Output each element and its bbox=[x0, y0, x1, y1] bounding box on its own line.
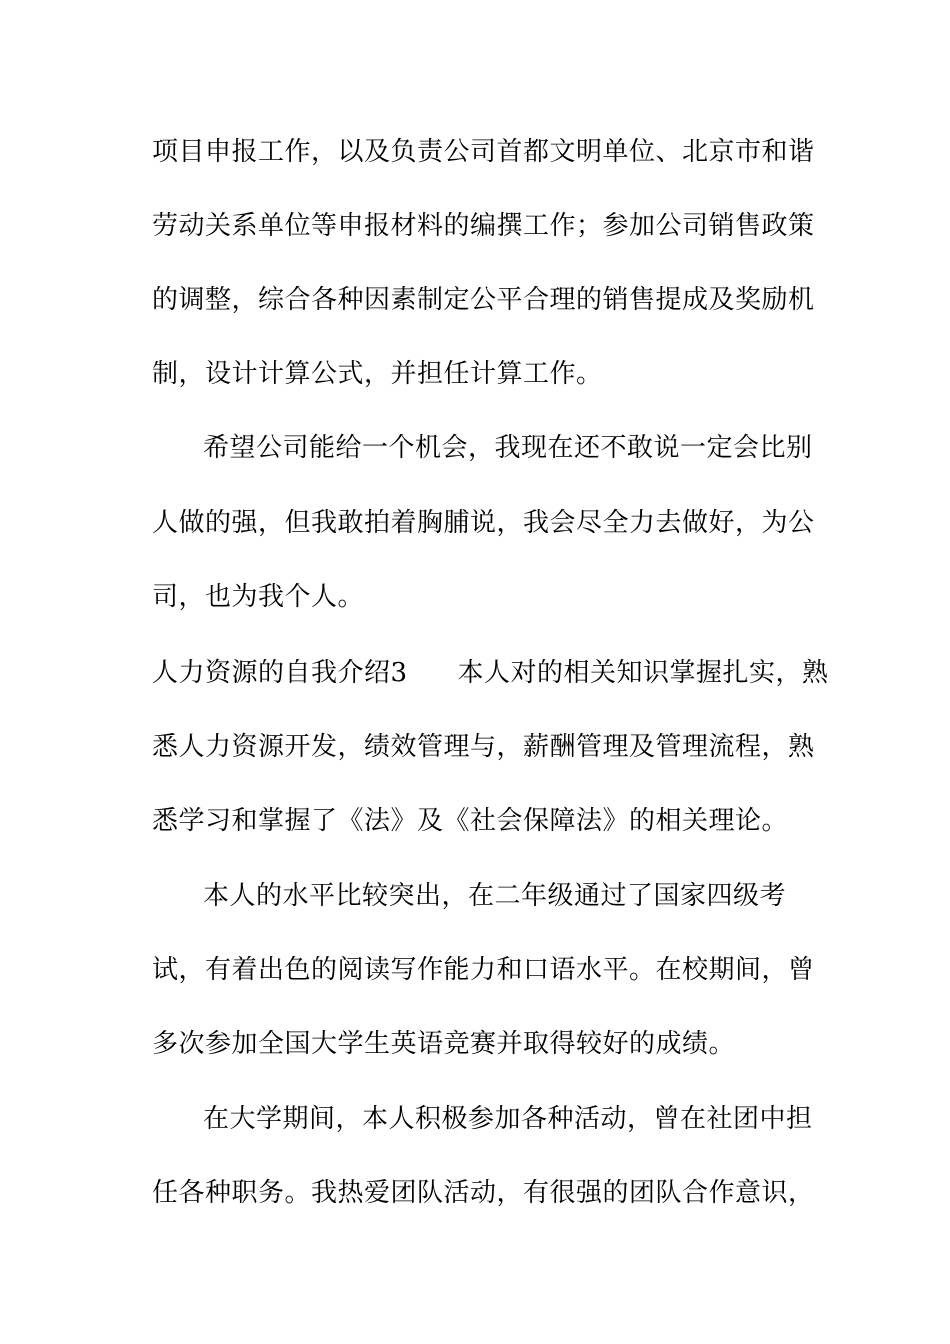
text-line: 悉人力资源开发，绩效管理与，薪酬管理及管理流程，熟 bbox=[152, 732, 815, 762]
text-line: 劳动关系单位等申报材料的编撰工作；参加公司销售政策 bbox=[152, 211, 815, 241]
text-line: 项目申报工作，以及负责公司首都文明单位、北京市和谐 bbox=[152, 137, 815, 167]
section-heading-line bbox=[152, 657, 829, 689]
text-line: 司，也为我个人。 bbox=[152, 582, 365, 612]
text-line: 制，设计计算公式，并担任计算工作。 bbox=[152, 359, 603, 389]
text-line: 本人的水平比较突出，在二年级通过了国家四级考 bbox=[203, 881, 787, 911]
text-line: 试，有着出色的阅读写作能力和口语水平。在校期间，曾 bbox=[152, 955, 815, 985]
text-line: 人做的强，但我敢拍着胸脯说，我会尽全力去做好，为公 bbox=[152, 508, 815, 538]
section-heading: 人力资源的自我介绍3 bbox=[152, 658, 408, 688]
text-line: 多次参加全国大学生英语竞赛并取得较好的成绩。 bbox=[152, 1029, 736, 1059]
text-line: 悉学习和掌握了《法》及《社会保障法》的相关理论。 bbox=[152, 806, 789, 836]
text-line: 任各种职务。我热爱团队活动，有很强的团队合作意识， bbox=[152, 1178, 815, 1208]
text-line: 的调整，综合各种因素制定公平合理的销售提成及奖励机 bbox=[152, 285, 815, 315]
text-line: 在大学期间，本人积极参加各种活动，曾在社团中担 bbox=[203, 1104, 813, 1134]
text-run: 本人对的相关知识掌握扎实，熟 bbox=[457, 658, 829, 688]
text-line: 希望公司能给一个机会，我现在还不敢说一定会比别 bbox=[203, 433, 813, 463]
